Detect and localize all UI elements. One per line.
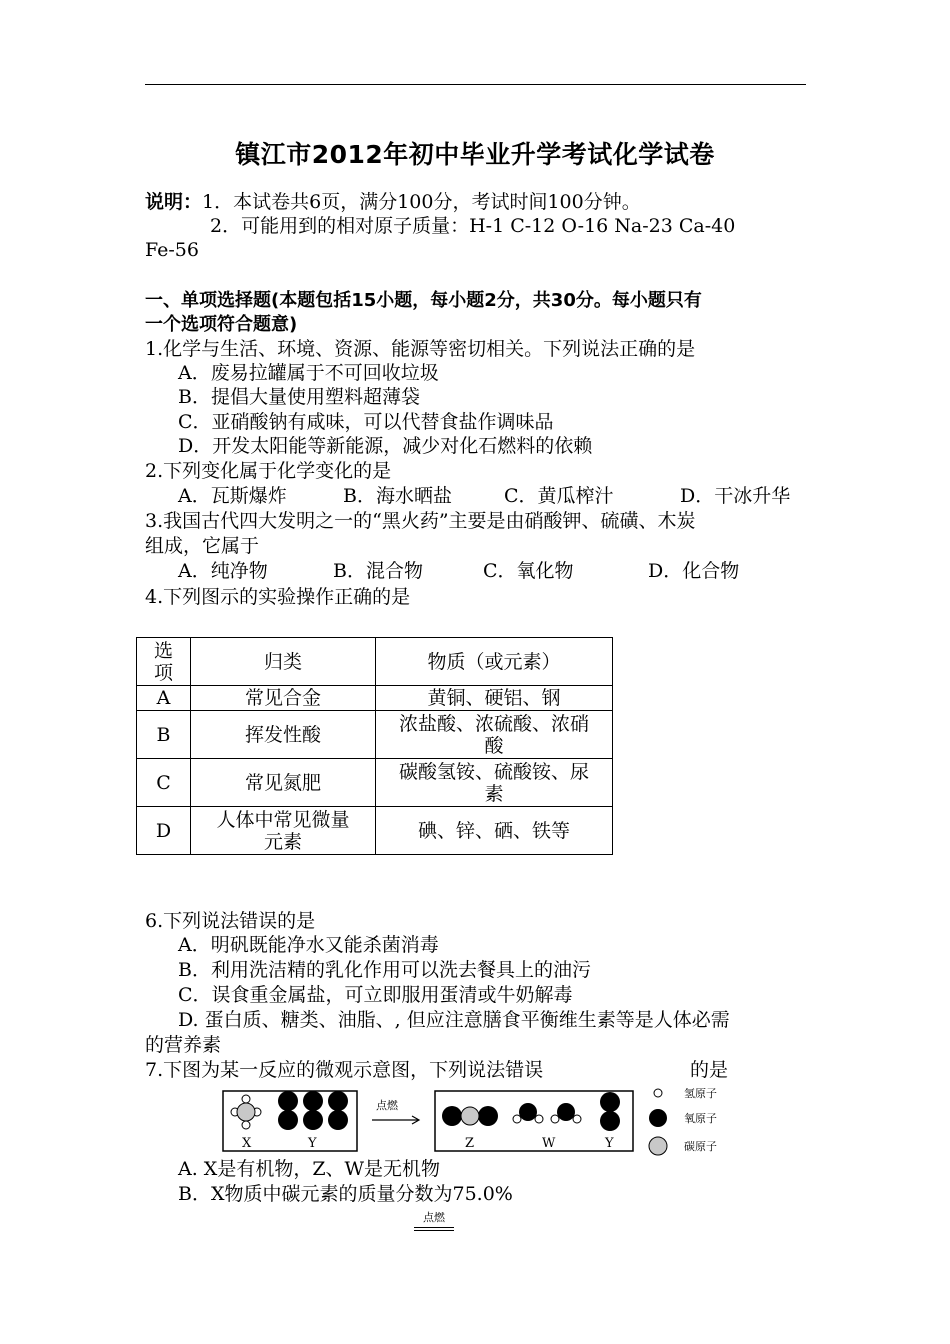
q7-stem-end: 的是 xyxy=(690,1059,729,1081)
equation-condition: 点燃 xyxy=(414,1209,454,1231)
q1-option-c: C．亚硝酸钠有咸味，可以代替食盐作调味品 xyxy=(178,411,554,433)
molecule-w xyxy=(513,1103,581,1123)
q3-option-c: C．氧化物 xyxy=(483,560,574,582)
q3-option-d: D．化合物 xyxy=(648,560,740,582)
notes-line-1: 说明：1．本试卷共6页，满分100分，考试时间100分钟。 xyxy=(145,191,641,213)
legend-carbon: 碳原子 xyxy=(684,1140,717,1153)
label-z: Z xyxy=(465,1136,475,1151)
q6-option-a: A．明矾既能净水又能杀菌消毒 xyxy=(178,934,439,956)
q1-option-d: D．开发太阳能等新能源，减少对化石燃料的依赖 xyxy=(178,435,593,457)
exam-title: 镇江市2012年初中毕业升学考试化学试卷 xyxy=(235,140,715,169)
q7-stem: 7.下图为某一反应的微观示意图，下列说法错误 xyxy=(145,1059,544,1081)
q7-option-a: A. X是有机物，Z、W是无机物 xyxy=(178,1158,441,1180)
q3-stem: 3.我国古代四大发明之一的“黑火药”主要是由硝酸钾、硫磺、木炭 xyxy=(145,510,696,532)
q6-option-b: B．利用洗洁精的乳化作用可以洗去餐具上的油污 xyxy=(178,959,591,981)
double-line-top xyxy=(414,1227,454,1228)
table-row xyxy=(137,807,613,855)
q6-option-d: D. 蛋白质、糖类、油脂、, 但应注意膳食平衡维生素等是人体必需 xyxy=(178,1009,730,1031)
q1-option-b: B．提倡大量使用塑料超薄袋 xyxy=(178,386,420,408)
classification-table xyxy=(136,637,613,855)
label-y: Y xyxy=(308,1136,317,1151)
label-w: W xyxy=(542,1136,556,1151)
q3-option-a: A．纯净物 xyxy=(178,560,268,582)
q7-option-b: B．X物质中碳元素的质量分数为75.0% xyxy=(178,1183,513,1205)
q1-stem: 1.化学与生活、环境、资源、能源等密切相关。下列说法正确的是 xyxy=(145,338,696,360)
row-items: 碳酸氢铵、硫酸铵、尿 素 xyxy=(376,759,613,807)
double-line-bottom xyxy=(414,1230,454,1231)
q2-option-c: C．黄瓜榨汁 xyxy=(504,485,614,507)
q6-option-d-cont: 的营养素 xyxy=(145,1034,222,1056)
row-option: C xyxy=(137,759,191,807)
header-substance: 物质（或元素） xyxy=(376,638,613,686)
q6-stem: 6.下列说法错误的是 xyxy=(145,910,316,932)
row-option: B xyxy=(137,711,191,759)
reaction-condition: 点燃 xyxy=(376,1099,398,1112)
header-category: 归类 xyxy=(191,638,376,686)
notes-line-3: Fe-56 xyxy=(145,239,199,261)
q2-stem: 2.下列变化属于化学变化的是 xyxy=(145,460,392,482)
notes-line-2: 2．可能用到的相对原子质量：H-1 C-12 O-16 Na-23 Ca-40 xyxy=(210,215,736,237)
top-rule xyxy=(145,84,806,85)
section-heading-cont: 一个选项符合题意) xyxy=(145,314,298,335)
q3-stem-cont: 组成，它属于 xyxy=(145,535,260,557)
row-option: A xyxy=(137,686,191,711)
q2-option-b: B．海水晒盐 xyxy=(343,485,452,507)
row-category: 常见合金 xyxy=(191,686,376,711)
row-category: 常见氮肥 xyxy=(191,759,376,807)
section-heading: 一、单项选择题(本题包括15小题，每小题2分，共30分。每小题只有 xyxy=(145,290,702,311)
row-items: 浓盐酸、浓硫酸、浓硝 酸 xyxy=(376,711,613,759)
row-option: D xyxy=(137,807,191,855)
molecule-y-remaining xyxy=(600,1092,620,1131)
q6-option-c: C．误食重金属盐，可立即服用蛋清或牛奶解毒 xyxy=(178,984,573,1006)
header-option: 选 项 xyxy=(137,638,191,686)
molecule-y xyxy=(278,1091,348,1130)
molecule-z xyxy=(442,1106,498,1126)
q2-option-d: D．干冰升华 xyxy=(680,485,791,507)
label-y-2: Y xyxy=(605,1136,614,1151)
table-row xyxy=(137,759,613,807)
legend xyxy=(649,1088,717,1155)
q1-option-a: A．废易拉罐属于不可回收垃圾 xyxy=(178,362,439,384)
table-row xyxy=(137,711,613,759)
q2-option-a: A．瓦斯爆炸 xyxy=(178,485,287,507)
q3-option-b: B．混合物 xyxy=(333,560,423,582)
table-row xyxy=(137,686,613,711)
row-items: 碘、锌、硒、铁等 xyxy=(376,807,613,855)
legend-hydrogen: 氢原子 xyxy=(684,1088,717,1100)
legend-oxygen: 氧原子 xyxy=(684,1112,717,1125)
row-category: 挥发性酸 xyxy=(191,711,376,759)
row-category: 人体中常见微量 元素 xyxy=(191,807,376,855)
q4-stem: 4.下列图示的实验操作正确的是 xyxy=(145,586,411,608)
reaction-diagram xyxy=(222,1088,742,1160)
table-header-row xyxy=(137,638,613,686)
label-x: X xyxy=(242,1136,252,1151)
row-items: 黄铜、硬铝、钢 xyxy=(376,686,613,711)
molecule-x xyxy=(231,1095,261,1129)
